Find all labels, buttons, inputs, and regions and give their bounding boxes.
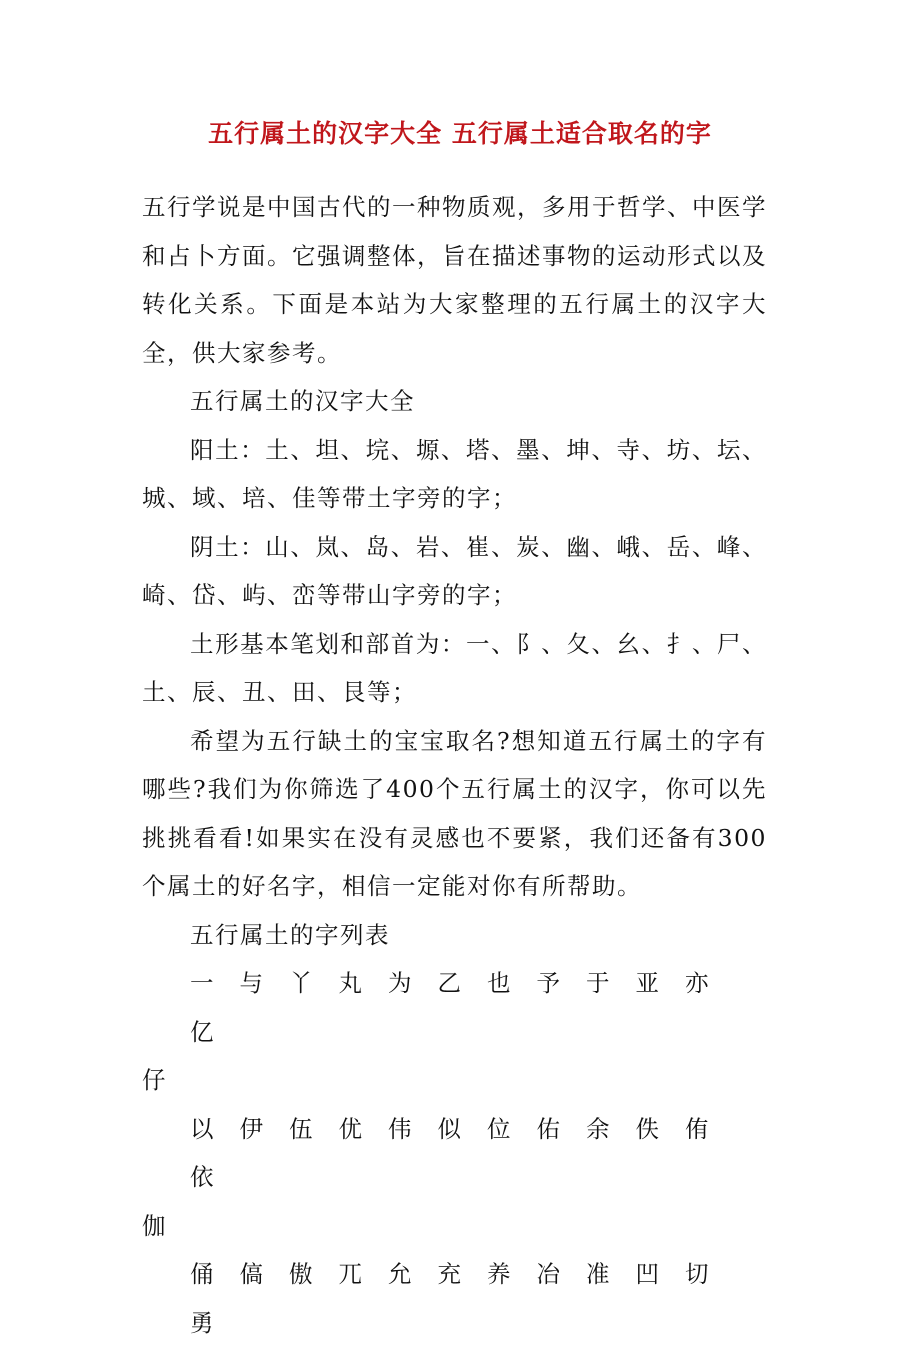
char-item: 丫 bbox=[289, 959, 339, 1008]
intro-paragraph: 五行学说是中国古代的一种物质观，多用于哲学、中医学和占卜方面。它强调整体，旨在描述事物的运动形式以及转化关系。下面是本站为大家整理的五行属土的汉字大全，供大家参考。 bbox=[142, 183, 767, 377]
char-list-row bbox=[142, 959, 767, 1105]
char-item: 与 bbox=[240, 959, 290, 1008]
yang-earth-paragraph: 阳土：土、坦、垸、塬、塔、墨、坤、寺、坊、坛、城、域、培、佳等带土字旁的字； bbox=[142, 426, 767, 523]
char-item: 伽 bbox=[142, 1202, 192, 1251]
char-item: 余 bbox=[586, 1105, 636, 1154]
char-item: 也 bbox=[487, 959, 537, 1008]
char-item: 侑 bbox=[685, 1105, 735, 1154]
char-item: 亦 bbox=[685, 959, 735, 1008]
char-item: 伟 bbox=[388, 1105, 438, 1154]
char-item: 丸 bbox=[339, 959, 389, 1008]
char-item: 以 bbox=[190, 1105, 240, 1154]
article-body bbox=[142, 183, 767, 1347]
char-item: 养 bbox=[487, 1250, 537, 1299]
char-item: 冶 bbox=[537, 1250, 587, 1299]
char-item: 准 bbox=[586, 1250, 636, 1299]
char-item: 佑 bbox=[537, 1105, 587, 1154]
char-item: 佚 bbox=[636, 1105, 686, 1154]
char-item: 充 bbox=[438, 1250, 488, 1299]
char-item: 依 bbox=[190, 1153, 240, 1202]
char-item: 仔 bbox=[142, 1056, 192, 1105]
char-item: 傲 bbox=[289, 1250, 339, 1299]
char-item: 一 bbox=[190, 959, 240, 1008]
yin-earth-paragraph: 阴土：山、岚、岛、岩、崔、炭、幽、峨、岳、峰、崎、岱、屿、峦等带山字旁的字； bbox=[142, 523, 767, 620]
char-item: 俑 bbox=[190, 1250, 240, 1299]
char-item: 亿 bbox=[190, 1008, 240, 1057]
char-item: 予 bbox=[537, 959, 587, 1008]
char-item: 兀 bbox=[339, 1250, 389, 1299]
page-title: 五行属土的汉字大全 五行属土适合取名的字 bbox=[0, 112, 920, 156]
char-item: 伍 bbox=[289, 1105, 339, 1154]
char-item: 勇 bbox=[190, 1299, 240, 1347]
section-heading-char-list: 五行属土的字列表 bbox=[142, 911, 767, 960]
char-item: 傐 bbox=[240, 1250, 290, 1299]
strokes-radicals-paragraph: 土形基本笔划和部首为：一、阝、夂、幺、扌、尸、土、辰、丑、田、艮等； bbox=[142, 620, 767, 717]
char-item: 乙 bbox=[438, 959, 488, 1008]
char-list-row bbox=[142, 1105, 767, 1251]
section-heading-hanzi-list: 五行属土的汉字大全 bbox=[142, 377, 767, 426]
char-item: 似 bbox=[438, 1105, 488, 1154]
char-item: 凹 bbox=[636, 1250, 686, 1299]
char-item: 为 bbox=[388, 959, 438, 1008]
char-item: 优 bbox=[339, 1105, 389, 1154]
char-item: 切 bbox=[685, 1250, 735, 1299]
char-item: 亚 bbox=[636, 959, 686, 1008]
char-item: 于 bbox=[586, 959, 636, 1008]
char-item: 位 bbox=[487, 1105, 537, 1154]
naming-help-paragraph: 希望为五行缺土的宝宝取名?想知道五行属土的字有哪些?我们为你筛选了400个五行属土的汉字，你可以先挑挑看看!如果实在没有灵感也不要紧，我们还备有300个属土的好名字，相信一定能对你有所帮助。 bbox=[142, 717, 767, 911]
char-item: 伊 bbox=[240, 1105, 290, 1154]
char-item: 允 bbox=[388, 1250, 438, 1299]
char-list-row bbox=[142, 1250, 767, 1347]
